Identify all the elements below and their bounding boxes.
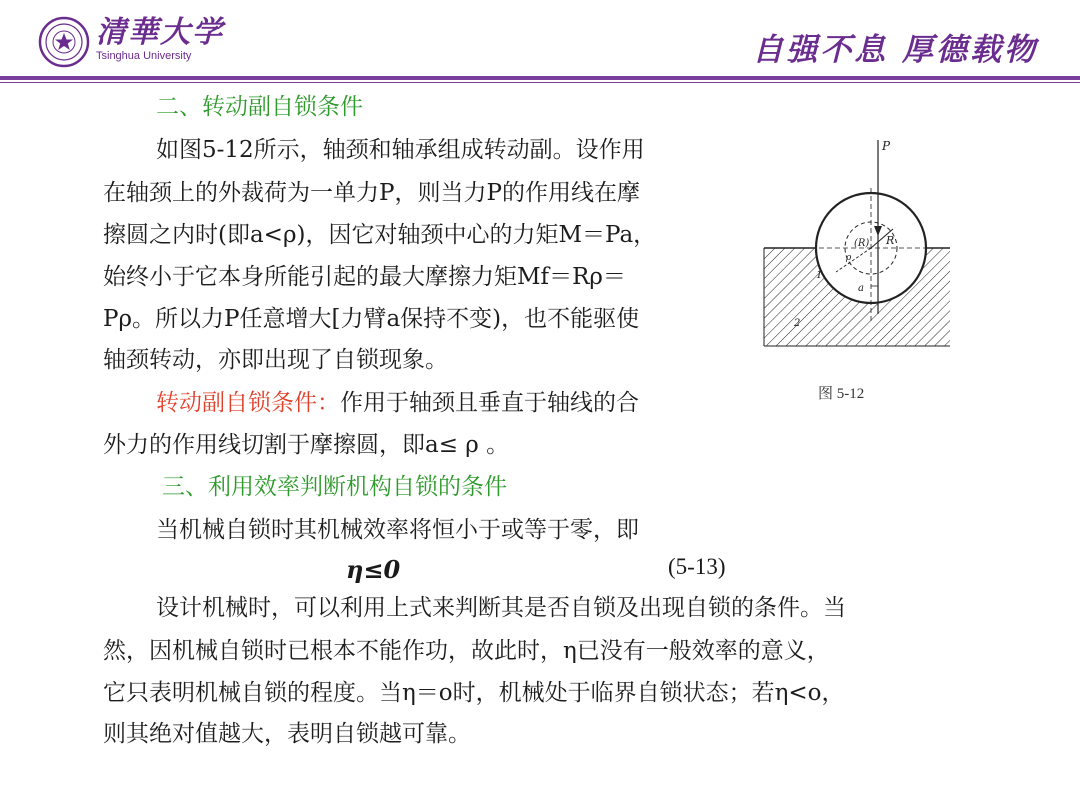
force-label: P xyxy=(882,139,891,153)
efficiency-equation: η≤0 xyxy=(346,555,401,584)
university-logo xyxy=(96,16,224,62)
condition-label: 转动副自锁条件： xyxy=(156,390,340,416)
section-heading-2: 二、转动副自锁条件 xyxy=(156,94,363,120)
paragraph-line: 然，因机械自锁时已根本不能作功，故此时，η已没有一般效率的意义， xyxy=(103,638,830,664)
bearing-label: 2 xyxy=(794,318,801,329)
paragraph-line: 始终小于它本身所能引起的最大摩擦力矩Mf＝Rρ＝ xyxy=(103,264,626,290)
paragraph-line: 设计机械时，可以利用上式来判断其是否自锁及出现自锁的条件。当 xyxy=(156,595,846,621)
header-divider xyxy=(0,76,1080,80)
logo-english: Tsinghua University xyxy=(96,50,192,62)
paragraph-line: 如图5-12所示，轴颈和轴承组成转动副。设作用 xyxy=(156,137,645,163)
paragraph-line: Pρ。所以力P任意增大[力臂a保持不变)，也不能驱使 xyxy=(103,306,640,332)
friction-circle-label: (R) xyxy=(854,238,870,249)
rho-label: ρ xyxy=(846,253,852,263)
journal-label: 1 xyxy=(816,270,823,281)
condition-line xyxy=(156,388,639,418)
paragraph-line: 擦圆之内时(即a<ρ)，因它对轴颈中心的力矩M＝Pa， xyxy=(103,222,657,248)
section-heading-3: 三、利用效率判断机构自锁的条件 xyxy=(162,474,507,500)
paragraph-line: 轴颈转动，亦即出现了自锁现象。 xyxy=(103,347,448,373)
logo-chinese: 清華大学 xyxy=(96,15,224,50)
equation-number: (5-13) xyxy=(668,554,726,579)
figure-caption: 图 5-12 xyxy=(818,386,865,402)
arm-label: a xyxy=(858,283,864,294)
paragraph-line: 在轴颈上的外裁荷为一单力P，则当力P的作用线在摩 xyxy=(103,180,640,206)
header-divider-thin xyxy=(0,82,1080,83)
slide-header xyxy=(0,0,1080,82)
journal-bearing-figure xyxy=(758,136,958,376)
radius-label: R xyxy=(886,234,895,247)
paragraph-line: 它只表明机械自锁的程度。当η＝o时，机械处于临界自锁状态；若η<o， xyxy=(103,680,845,706)
condition-text: 作用于轴颈且垂直于轴线的合 xyxy=(340,390,639,416)
paragraph-line: 则其绝对值越大，表明自锁越可靠。 xyxy=(103,721,471,747)
condition-line-2: 外力的作用线切割于摩擦圆，即a≤ ρ 。 xyxy=(103,432,510,458)
tsinghua-seal-icon xyxy=(38,16,90,68)
university-motto: 自强不息 厚德载物 xyxy=(752,32,1038,68)
paragraph-line: 当机械自锁时其机械效率将恒小于或等于零，即 xyxy=(156,517,639,543)
